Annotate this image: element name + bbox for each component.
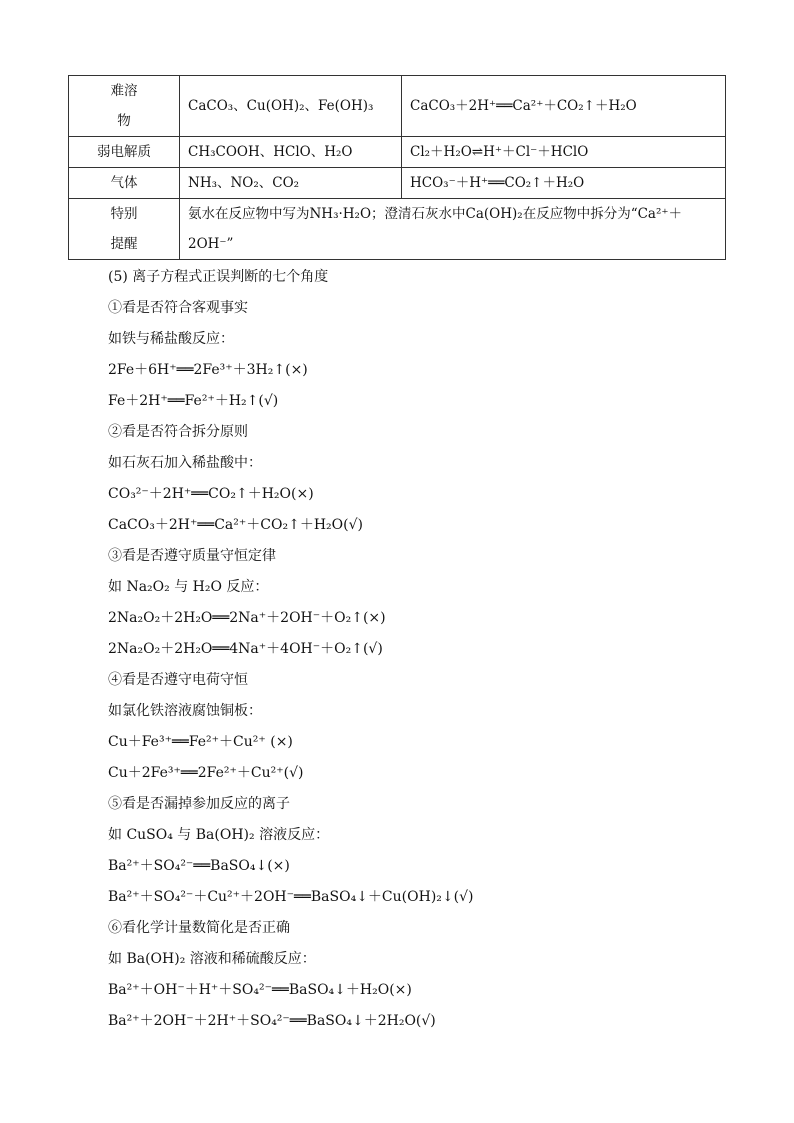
text-line: 如石灰石加入稀盐酸中： xyxy=(108,455,262,471)
equation-line: 2Na₂O₂＋2H₂O══4Na⁺＋4OH⁻＋O₂↑(√) xyxy=(108,641,383,657)
note-line: 氨水在反应物中写为NH₃·H₂O；澄清石灰水中Ca(OH)₂在反应物中拆分为“Ca²⁺＋ xyxy=(188,206,683,222)
equation-line: Ba²⁺＋OH⁻＋H⁺＋SO₄²⁻══BaSO₄↓＋H₂O(×) xyxy=(108,982,412,998)
text-line: 如 Na₂O₂ 与 H₂O 反应： xyxy=(108,579,269,595)
text-line: 如铁与稀盐酸反应： xyxy=(108,331,234,347)
text-line: 如氯化铁溶液腐蚀铜板： xyxy=(108,703,262,719)
table-row xyxy=(69,199,726,260)
row-examples: CaCO₃、Cu(OH)₂、Fe(OH)₃ xyxy=(180,76,402,137)
text-line: 如 Ba(OH)₂ 溶液和稀硫酸反应： xyxy=(108,951,316,967)
row-label-line: 特别 xyxy=(110,206,138,222)
row-examples: NH₃、NO₂、CO₂ xyxy=(180,168,402,199)
row-label xyxy=(69,199,180,260)
equation-line: Ba²⁺＋SO₄²⁻══BaSO₄↓(×) xyxy=(108,858,290,874)
equation-line: Fe＋2H⁺══Fe²⁺＋H₂↑(√) xyxy=(108,393,279,409)
row-label xyxy=(69,76,180,137)
row-equation: HCO₃⁻＋H⁺══CO₂↑＋H₂O xyxy=(402,168,726,199)
subheading: ③看是否遵守质量守恒定律 xyxy=(108,548,276,564)
row-label-line: 难溶 xyxy=(110,83,138,99)
text-line: 如 CuSO₄ 与 Ba(OH)₂ 溶液反应： xyxy=(108,827,330,843)
row-label: 气体 xyxy=(69,168,180,199)
subheading: ②看是否符合拆分原则 xyxy=(108,424,248,440)
equation-line: Ba²⁺＋SO₄²⁻＋Cu²⁺＋2OH⁻══BaSO₄↓＋Cu(OH)₂↓(√) xyxy=(108,889,474,905)
row-examples: CH₃COOH、HClO、H₂O xyxy=(180,137,402,168)
table-row xyxy=(69,168,726,199)
equation-line: Ba²⁺＋2OH⁻＋2H⁺＋SO₄²⁻══BaSO₄↓＋2H₂O(√) xyxy=(108,1013,436,1029)
equation-line: Cu＋2Fe³⁺══2Fe²⁺＋Cu²⁺(√) xyxy=(108,765,304,781)
row-note xyxy=(180,199,726,260)
subheading: ④看是否遵守电荷守恒 xyxy=(108,672,248,688)
body-text xyxy=(108,262,728,1037)
subheading: ①看是否符合客观事实 xyxy=(108,300,248,316)
subheading: ⑥看化学计量数简化是否正确 xyxy=(108,920,290,936)
equation-line: CO₃²⁻＋2H⁺══CO₂↑＋H₂O(×) xyxy=(108,486,314,502)
section-heading: (5) 离子方程式正误判断的七个角度 xyxy=(108,269,329,285)
equation-line: 2Na₂O₂＋2H₂O══2Na⁺＋2OH⁻＋O₂↑(×) xyxy=(108,610,386,626)
row-label-line: 物 xyxy=(117,113,131,129)
ion-writing-table xyxy=(68,75,726,260)
equation-line: Cu＋Fe³⁺══Fe²⁺＋Cu²⁺ (×) xyxy=(108,734,293,750)
row-equation: Cl₂＋H₂O⇌H⁺＋Cl⁻＋HClO xyxy=(402,137,726,168)
table-row xyxy=(69,137,726,168)
subheading: ⑤看是否漏掉参加反应的离子 xyxy=(108,796,290,812)
table-row xyxy=(69,76,726,137)
row-label-line: 提醒 xyxy=(110,236,138,252)
equation-line: CaCO₃＋2H⁺══Ca²⁺＋CO₂↑＋H₂O(√) xyxy=(108,517,363,533)
equation-line: 2Fe＋6H⁺══2Fe³⁺＋3H₂↑(×) xyxy=(108,362,308,378)
note-line: 2OH⁻” xyxy=(188,236,234,252)
row-label: 弱电解质 xyxy=(69,137,180,168)
row-equation: CaCO₃＋2H⁺══Ca²⁺＋CO₂↑＋H₂O xyxy=(402,76,726,137)
